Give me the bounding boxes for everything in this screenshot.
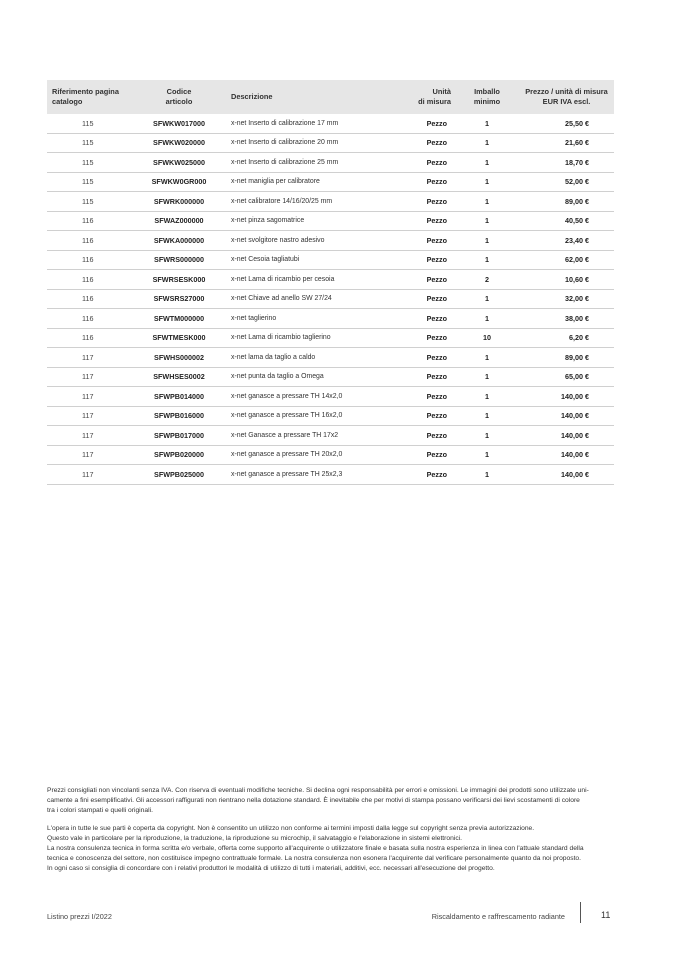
cell-catalog-page: 116: [47, 309, 131, 329]
cell-min-pack: 1: [455, 114, 519, 133]
cell-description: x-net Lama di ricambio per cesoia: [227, 270, 397, 290]
cell-price: 140,00 €: [519, 465, 614, 485]
cell-unit: Pezzo: [397, 231, 455, 251]
cell-article-code: SFWAZ000000: [131, 211, 227, 231]
cell-unit: Pezzo: [397, 270, 455, 290]
notes-paragraph-1: Prezzi consigliati non vincolanti senza IVA. Con riserva di eventuali modifiche tecniche. Si declina ogni responsabilità per errori e omissioni. Le immagini dei prodotti sono utilizzate uni- camente a fini esemplificativi. Gli accessori raffigurati non rientrano nella dotazione standard. È inevitabile che per motivi di stampa possano verificarsi dei lievi scostamenti di colore tra i colori stampati e quelli originali.: [47, 787, 589, 815]
cell-unit: Pezzo: [397, 309, 455, 329]
table-row: [47, 445, 614, 465]
cell-catalog-page: 117: [47, 465, 131, 485]
table-header-row: [47, 80, 614, 114]
cell-catalog-page: 117: [47, 406, 131, 426]
cell-catalog-page: 117: [47, 348, 131, 368]
cell-min-pack: 1: [455, 192, 519, 212]
cell-min-pack: 1: [455, 348, 519, 368]
table-row: [47, 270, 614, 290]
cell-unit: Pezzo: [397, 445, 455, 465]
cell-price: 10,60 €: [519, 270, 614, 290]
cell-unit: Pezzo: [397, 289, 455, 309]
cell-price: 32,00 €: [519, 289, 614, 309]
cell-description: x-net Ganasce a pressare TH 17x2: [227, 426, 397, 446]
footer-section-title: Riscaldamento e raffrescamento radiante: [431, 912, 565, 921]
table-row: [47, 133, 614, 153]
cell-unit: Pezzo: [397, 211, 455, 231]
cell-min-pack: 1: [455, 211, 519, 231]
cell-catalog-page: 115: [47, 114, 131, 133]
table-row: [47, 211, 614, 231]
cell-description: x-net Inserto di calibrazione 20 mm: [227, 133, 397, 153]
cell-unit: Pezzo: [397, 328, 455, 348]
cell-description: x-net ganasce a pressare TH 20x2,0: [227, 445, 397, 465]
cell-unit: Pezzo: [397, 153, 455, 173]
cell-min-pack: 1: [455, 406, 519, 426]
table-row: [47, 465, 614, 485]
cell-catalog-page: 116: [47, 211, 131, 231]
cell-catalog-page: 116: [47, 328, 131, 348]
cell-description: x-net Inserto di calibrazione 25 mm: [227, 153, 397, 173]
table-row: [47, 231, 614, 251]
cell-article-code: SFWRSESK000: [131, 270, 227, 290]
cell-catalog-page: 117: [47, 445, 131, 465]
page-number: 11: [601, 910, 611, 920]
cell-article-code: SFWPB016000: [131, 406, 227, 426]
table-row: [47, 309, 614, 329]
cell-description: x-net Inserto di calibrazione 17 mm: [227, 114, 397, 133]
table-row: [47, 387, 614, 407]
cell-description: x-net lama da taglio a caldo: [227, 348, 397, 368]
cell-catalog-page: 116: [47, 289, 131, 309]
cell-catalog-page: 117: [47, 426, 131, 446]
cell-description: x-net pinza sagomatrice: [227, 211, 397, 231]
cell-article-code: SFWKW017000: [131, 114, 227, 133]
cell-price: 23,40 €: [519, 231, 614, 251]
header-unit: Unità di misura: [397, 80, 455, 114]
header-price: Prezzo / unità di misura EUR IVA escl.: [519, 80, 614, 114]
cell-min-pack: 1: [455, 153, 519, 173]
cell-unit: Pezzo: [397, 250, 455, 270]
cell-price: 62,00 €: [519, 250, 614, 270]
cell-description: x-net Chiave ad anello SW 27/24: [227, 289, 397, 309]
cell-min-pack: 1: [455, 231, 519, 251]
cell-price: 25,50 €: [519, 114, 614, 133]
cell-description: x-net ganasce a pressare TH 16x2,0: [227, 406, 397, 426]
cell-catalog-page: 116: [47, 250, 131, 270]
cell-min-pack: 1: [455, 426, 519, 446]
table-row: [47, 153, 614, 173]
cell-article-code: SFWTM000000: [131, 309, 227, 329]
cell-price: 140,00 €: [519, 406, 614, 426]
header-catalog-page: Riferimento pagina catalogo: [47, 80, 131, 114]
cell-price: 40,50 €: [519, 211, 614, 231]
cell-description: x-net Cesoia tagliatubi: [227, 250, 397, 270]
cell-price: 6,20 €: [519, 328, 614, 348]
cell-article-code: SFWHSES0002: [131, 367, 227, 387]
cell-catalog-page: 115: [47, 153, 131, 173]
cell-article-code: SFWKW020000: [131, 133, 227, 153]
cell-catalog-page: 116: [47, 270, 131, 290]
cell-price: 65,00 €: [519, 367, 614, 387]
cell-price: 140,00 €: [519, 445, 614, 465]
cell-price: 89,00 €: [519, 348, 614, 368]
cell-article-code: SFWPB025000: [131, 465, 227, 485]
cell-catalog-page: 117: [47, 387, 131, 407]
cell-min-pack: 1: [455, 367, 519, 387]
cell-unit: Pezzo: [397, 426, 455, 446]
cell-article-code: SFWKW025000: [131, 153, 227, 173]
cell-article-code: SFWSRS27000: [131, 289, 227, 309]
cell-description: x-net taglierino: [227, 309, 397, 329]
cell-description: x-net ganasce a pressare TH 25x2,3: [227, 465, 397, 485]
table-row: [47, 172, 614, 192]
header-description: Descrizione: [227, 80, 397, 114]
cell-article-code: SFWKW0GR000: [131, 172, 227, 192]
cell-article-code: SFWPB017000: [131, 426, 227, 446]
cell-min-pack: 1: [455, 289, 519, 309]
cell-unit: Pezzo: [397, 172, 455, 192]
table-body: [47, 114, 614, 484]
cell-price: 140,00 €: [519, 426, 614, 446]
cell-unit: Pezzo: [397, 192, 455, 212]
table-row: [47, 406, 614, 426]
cell-catalog-page: 115: [47, 172, 131, 192]
table-row: [47, 289, 614, 309]
cell-min-pack: 1: [455, 387, 519, 407]
cell-min-pack: 1: [455, 172, 519, 192]
cell-min-pack: 1: [455, 309, 519, 329]
cell-article-code: SFWRS000000: [131, 250, 227, 270]
cell-min-pack: 1: [455, 465, 519, 485]
cell-unit: Pezzo: [397, 406, 455, 426]
cell-price: 140,00 €: [519, 387, 614, 407]
table-row: [47, 114, 614, 133]
cell-unit: Pezzo: [397, 133, 455, 153]
cell-article-code: SFWPB014000: [131, 387, 227, 407]
cell-catalog-page: 117: [47, 367, 131, 387]
cell-min-pack: 1: [455, 445, 519, 465]
cell-article-code: SFWRK000000: [131, 192, 227, 212]
cell-unit: Pezzo: [397, 367, 455, 387]
cell-unit: Pezzo: [397, 465, 455, 485]
cell-article-code: SFWHS000002: [131, 348, 227, 368]
cell-description: x-net ganasce a pressare TH 14x2,0: [227, 387, 397, 407]
cell-price: 38,00 €: [519, 309, 614, 329]
cell-description: x-net maniglia per calibratore: [227, 172, 397, 192]
cell-min-pack: 2: [455, 270, 519, 290]
cell-catalog-page: 116: [47, 231, 131, 251]
table-row: [47, 250, 614, 270]
price-table-container: [47, 80, 614, 485]
table-row: [47, 328, 614, 348]
cell-description: x-net Lama di ricambio taglierino: [227, 328, 397, 348]
cell-unit: Pezzo: [397, 387, 455, 407]
cell-price: 21,60 €: [519, 133, 614, 153]
cell-article-code: SFWPB020000: [131, 445, 227, 465]
table-row: [47, 367, 614, 387]
cell-min-pack: 1: [455, 250, 519, 270]
price-table: [47, 80, 614, 485]
cell-article-code: SFWKA000000: [131, 231, 227, 251]
table-row: [47, 192, 614, 212]
cell-article-code: SFWTMESK000: [131, 328, 227, 348]
cell-min-pack: 1: [455, 133, 519, 153]
notes-paragraph-2: L'opera in tutte le sue parti è coperta da copyright. Non è consentito un utilizzo non conforme ai termini imposti dalla legge sul copyright senza previa autorizzazione. Questo vale in particolare per la riproduzione, la traduzione, la riproduzione su microchip, il salvataggio e l'elaborazione in sistemi elettronici. La nostra consulenza tecnica in forma scritta e/o verbale, offerta come supporto all'acquirente o utilizzatore finale e basata sulla nostra esperienza in linea con l'attuale standard della tecnica e conoscenza del settore, non costituisce impegno contrattuale formale. La nostra consulenza non esonera l'acquirente dal verificare personalmente quanto da noi proposto. In ogni caso si consiglia di concordare con i relativi produttori le modalità di utilizzo di tutti i materiali, additivi, ecc. necessari all'esecuzione del progetto.: [47, 824, 584, 873]
table-row: [47, 426, 614, 446]
cell-min-pack: 10: [455, 328, 519, 348]
legal-notes: [47, 786, 617, 882]
header-min-pack: Imballo minimo: [455, 80, 519, 114]
cell-catalog-page: 115: [47, 133, 131, 153]
cell-description: x-net calibratore 14/16/20/25 mm: [227, 192, 397, 212]
footer-divider: [580, 902, 581, 923]
cell-catalog-page: 115: [47, 192, 131, 212]
footer-price-list-label: Listino prezzi I/2022: [47, 912, 112, 921]
cell-unit: Pezzo: [397, 348, 455, 368]
cell-description: x-net svolgitore nastro adesivo: [227, 231, 397, 251]
cell-price: 89,00 €: [519, 192, 614, 212]
cell-unit: Pezzo: [397, 114, 455, 133]
cell-price: 52,00 €: [519, 172, 614, 192]
header-article-code: Codice articolo: [131, 80, 227, 114]
cell-description: x-net punta da taglio a Omega: [227, 367, 397, 387]
table-row: [47, 348, 614, 368]
cell-price: 18,70 €: [519, 153, 614, 173]
